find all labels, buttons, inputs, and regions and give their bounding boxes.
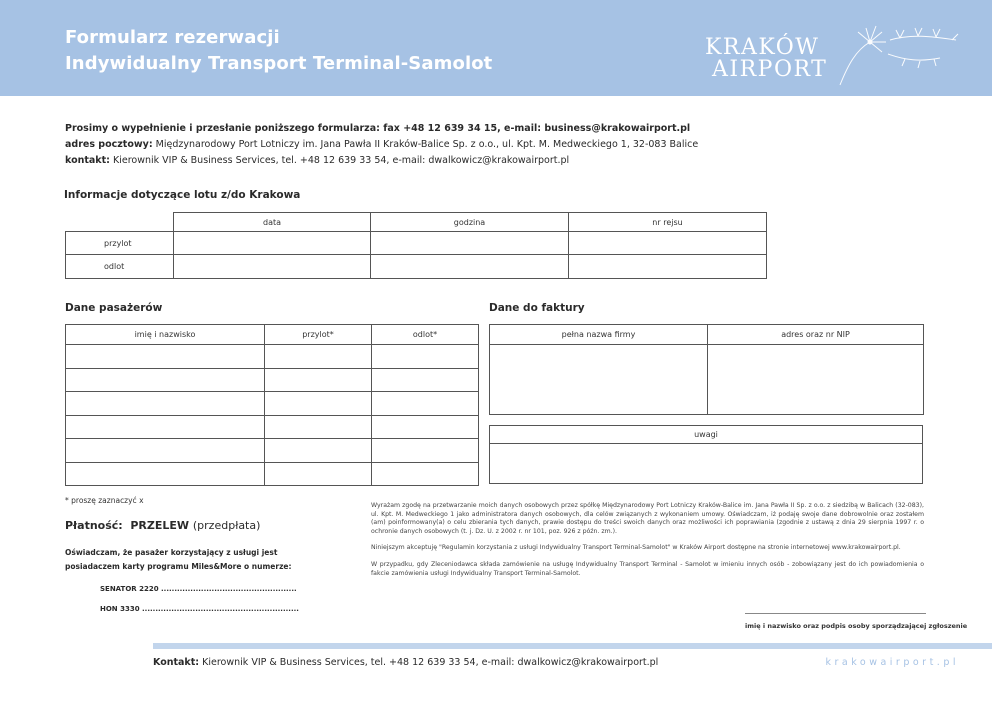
passenger-departure-field[interactable] [372,463,479,486]
krakow-airport-logo [700,20,970,90]
arrival-date-field[interactable] [174,232,371,255]
third-party-notice-paragraph: W przypadku, gdy Zleceniodawca składa zamówienie na usługę Indywidualny Transport Terminal - Samolot w imieniu innych osób - zobowiązany jest do ich powiadomienia o fakcie zamówienia usługi Indywidualny Transport Terminal-Samolot. [371,561,924,577]
departure-time-field[interactable] [371,255,569,279]
passenger-departure-field[interactable] [372,392,479,416]
footer-divider-bar [153,643,992,649]
flight-table-corner [66,213,174,232]
passenger-arrival-field[interactable] [265,369,372,392]
kontakt-text: Kierownik VIP & Business Services, tel. +48 12 639 33 54, e-mail: dwalkowicz@krakowairport.pl [113,155,570,166]
passenger-name-field[interactable] [66,463,265,486]
flight-col-number: nr rejsu [569,213,767,232]
passenger-arrival-field[interactable] [265,463,372,486]
passenger-arrival-field[interactable] [265,392,372,416]
signature-field[interactable] [745,613,926,614]
passenger-name-field[interactable] [66,392,265,416]
remarks-field[interactable] [490,444,923,484]
address-nip-field[interactable] [708,345,924,415]
milesmore-declaration-line1: Oświadczam, że pasażer korzystający z usługi jest [65,548,278,557]
intro-line-address [65,139,698,150]
milesmore-declaration-line2: posiadaczem karty programu Miles&More o numerze: [65,562,292,571]
company-name-field[interactable] [490,345,708,415]
flight-col-time: godzina [371,213,569,232]
footer-contact-label: Kontakt: [153,657,200,668]
arrival-time-field[interactable] [371,232,569,255]
payment-method-note: (przedpłata) [192,519,261,532]
logo-text-airport: AIRPORT [712,57,828,82]
passenger-departure-field[interactable] [372,439,479,463]
passenger-departure-field[interactable] [372,416,479,439]
remarks-label: uwagi [490,426,923,444]
website-link[interactable]: krakowairport.pl [825,657,959,668]
passengers-col-name: imię i nazwisko [66,325,265,345]
postal-address-label: adres pocztowy: [65,139,153,150]
passengers-heading: Dane pasażerów [65,302,163,314]
invoice-table [489,324,924,415]
passenger-name-field[interactable] [66,416,265,439]
flight-col-date: data [174,213,371,232]
passenger-departure-field[interactable] [372,369,479,392]
passenger-arrival-field[interactable] [265,416,372,439]
intro-line-kontakt [65,155,569,166]
passengers-col-arrival: przylot* [265,325,372,345]
signature-label: imię i nazwisko oraz podpis osoby sporządzającej zgłoszenie [745,622,968,630]
kontakt-label: kontakt: [65,155,110,166]
passengers-col-departure: odlot* [372,325,479,345]
form-subtitle: Indywidualny Transport Terminal-Samolot [65,53,493,74]
intro-line-contact [65,123,690,134]
passengers-table [65,324,479,486]
passenger-name-field[interactable] [66,439,265,463]
flight-row-departure-label: odlot [66,255,174,279]
flight-table [65,212,767,279]
invoice-heading: Dane do faktury [489,302,585,314]
departure-date-field[interactable] [174,255,371,279]
postal-address-text: Międzynarodowy Port Lotniczy im. Jana Pawła II Kraków-Balice Sp. z o.o., ul. Kpt. M. Medweckiego 1, 32-083 Balice [155,139,699,150]
arrival-flight-field[interactable] [569,232,767,255]
payment-line [65,519,260,532]
header-banner [0,0,992,96]
data-consent-paragraph: Wyrażam zgodę na przetwarzanie moich danych osobowych przez spółkę Międzynarodowy Port Lotniczy Kraków-Balice im. Jana Pawła II Sp. z o.o. z siedzibą w Balicach (32-083), ul. Kpt. M. Medweckiego 1 jako administratora danych osobowych, dla celów związanych z wykonaniem umowy. Oświadczam, iż podaję swoje dane dobrowolnie oraz zostałem (am) poinformowany(a) o celu zbierania tych danych, prawie dostępu do treści swoich danych oraz możliwości ich poprawiania (zgodnie z ustawą z dnia 29 sierpnia 1997 r. o ochronie danych osobowych (t. j. Dz. U. z 2002 r. nr 101, poz. 926 z późn. zm.). [371,502,924,535]
invoice-col-company: pełna nazwa firmy [490,325,708,345]
passenger-name-field[interactable] [66,369,265,392]
passenger-arrival-field[interactable] [265,345,372,369]
payment-method: PRZELEW [130,519,190,532]
senator-card-field[interactable]: SENATOR 2220 ................................................... [100,585,297,593]
remarks-table [489,425,923,484]
footer-contact-text: Kierownik VIP & Business Services, tel. +48 12 639 33 54, e-mail: dwalkowicz@krakowairport.pl [202,657,659,668]
passenger-name-field[interactable] [66,345,265,369]
dandelion-icon [830,20,970,90]
form-title: Formularz rezerwacji [65,27,280,48]
payment-label: Płatność: [65,519,123,532]
flight-info-heading: Informacje dotyczące lotu z/do Krakowa [64,189,301,201]
invoice-col-address: adres oraz nr NIP [708,325,924,345]
logo-text-krakow: KRAKÓW [705,35,820,60]
passenger-departure-field[interactable] [372,345,479,369]
terms-acceptance-paragraph: Niniejszym akceptuję "Regulamin korzystania z usługi Indywidualny Transport Terminal-Samolot" w Kraków Airport dostępne na stronie internetowej www.krakowairport.pl. [371,544,901,551]
hon-card-field[interactable]: HON 3330 ........................................................... [100,605,299,613]
intro-fax-email: Prosimy o wypełnienie i przesłanie poniższego formularza: fax +48 12 639 34 15, e-mail: business@krakowairport.pl [65,123,691,134]
departure-flight-field[interactable] [569,255,767,279]
footer-contact [153,657,658,668]
flight-row-arrival-label: przylot [66,232,174,255]
passenger-arrival-field[interactable] [265,439,372,463]
mark-x-note: * proszę zaznaczyć x [65,496,144,505]
